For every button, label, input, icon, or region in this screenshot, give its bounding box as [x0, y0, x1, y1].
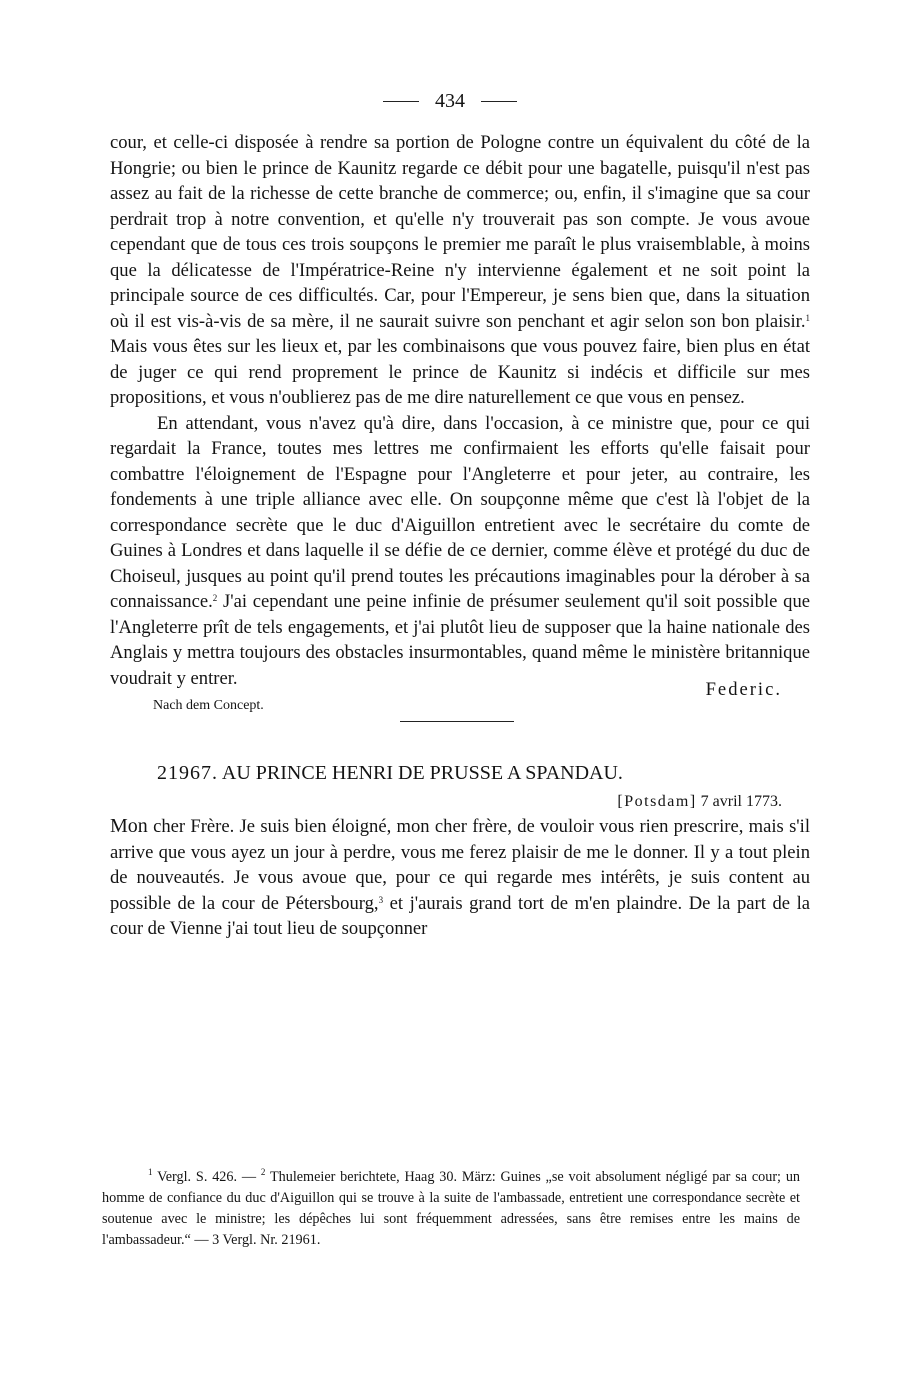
page-header [0, 86, 900, 116]
dateline [110, 790, 810, 814]
header-rule-left [383, 101, 419, 102]
paragraph-1-continuation: Mais vous êtes sur les lieux et, par les combinaisons que vous pouvez faire, bien plus en état de juger ce qui rend proprement le prince de Kaunitz si indécis et difficile sur mes propositions, et vous n'oublierez pas de me dire naturellement ce que vous en pensez. [110, 336, 810, 408]
source-note: Nach dem Concept. [153, 698, 264, 713]
header-rule-right [481, 101, 517, 102]
letter-opening: Mon [110, 815, 148, 837]
footnote-marker: 1 [805, 312, 810, 323]
document-number: 21967. [157, 762, 218, 784]
letter-text-continuation: et j'aurais grand tort de m'en plaindre. De la part de la cour de Vienne j'ai tout lieu de soupçonner [110, 892, 810, 939]
footnote [102, 1167, 800, 1251]
paragraph-1-text: cour, et celle-ci disposée à rendre sa portion de Pologne contre un équivalent du côté de la Hongrie; ou bien le prince de Kaunitz regarde ce débit pour une bagatelle, puisqu'il n'est pas assez au fait de la richesse de cette branche de commerce; ou, enfin, il s'imagine que sa cour perdrait trop à notre convention, et qu'elle n'y trouverait pas son compte. Je vous avoue cependant que de tous ces trois soupçons le premier me paraît le plus vraisemblable, à moins que la délicatesse de l'Impératrice-Reine n'y intervienne également et ne soit point la principale source de ces difficultés. Car, pour l'Empereur, je sens bien que, dans la situation où il est vis-à-vis de sa mère, il ne saurait suivre son penchant et agir selon son bon plaisir. [110, 132, 810, 332]
document-heading [157, 760, 810, 786]
main-text [110, 130, 810, 942]
section-divider [400, 721, 514, 722]
paragraph-2-text: En attendant, vous n'avez qu'à dire, dans l'occasion, à ce ministre que, pour ce qui regardait la France, toutes mes lettres me confirmaient les efforts qu'elle faisait pour combattre l'éloignement de l'Espagne pour l'Angleterre et pour jeter, au contraire, les fondements à une triple alliance avec elle. On soupçonne même que c'est là l'objet de la correspondance secrète que le duc d'Aiguillon entretient avec le secrétaire du comte de Guines à Londres et dans laquelle il se défie de ce dernier, comme élève et protégé du duc de Choiseul, jusques au point qu'il prend toutes les précautions imaginables pour la dérober à sa connaissance. [110, 412, 810, 612]
footnote-number: 1 [148, 1167, 153, 1177]
footnotes [102, 1167, 800, 1251]
footnote-1-text: Vergl. S. 426. — [152, 1169, 261, 1185]
dateline-place: [Potsdam] [617, 793, 697, 810]
letter-paragraph [110, 814, 810, 942]
dateline-date: 7 avril 1773. [700, 793, 782, 810]
footnote-2-text: Thulemeier berichtete, Haag 30. März: Guines „se voit absolument négligé par sa cour; un homme de confiance du duc d'Aiguillon qui se trouve à la suite de l'ambassade, entretient une correspondance secrète et soutenue avec le ministre; les dépêches lui sont fréquemment adressées, sans être remises entre les mains de l'ambassadeur.“ — [102, 1169, 801, 1248]
page-number: 434 [435, 89, 465, 112]
footnote-marker: 3 [378, 894, 384, 905]
footnote-3-text: Vergl. Nr. 21961. [219, 1232, 321, 1248]
paragraph-continued [110, 130, 810, 411]
footnote-marker: 2 [212, 593, 218, 603]
document-title: AU PRINCE HENRI DE PRUSSE A SPANDAU. [221, 762, 623, 784]
letter-text: cher Frère. Je suis bien éloigné, mon cher frère, de vouloir vous rien prescrire, mais s'il arrive que vous ayez un jour à perdre, vous me ferez plaisir de me le donner. Il y a tout plein de nouveautés. Je vous avoue que, pour ce qui regarde mes intérêts, je suis content au possible de la cour de Pétersbourg, [110, 816, 810, 914]
footnote-number: 2 [260, 1167, 266, 1177]
paragraph-2-continuation: J'ai cependant une peine infinie de présumer seulement qu'il soit possible que l'Angleterre prît de tels engagements, et j'ai plutôt lieu de supposer que la haine nationale des Anglais y mettra toujours des obstacles insurmontables, quand même le ministère britannique voudrait y entrer. [110, 591, 810, 689]
footnote-number: 3 [212, 1232, 220, 1248]
paragraph [110, 411, 810, 692]
signature: Federic. [705, 679, 782, 700]
